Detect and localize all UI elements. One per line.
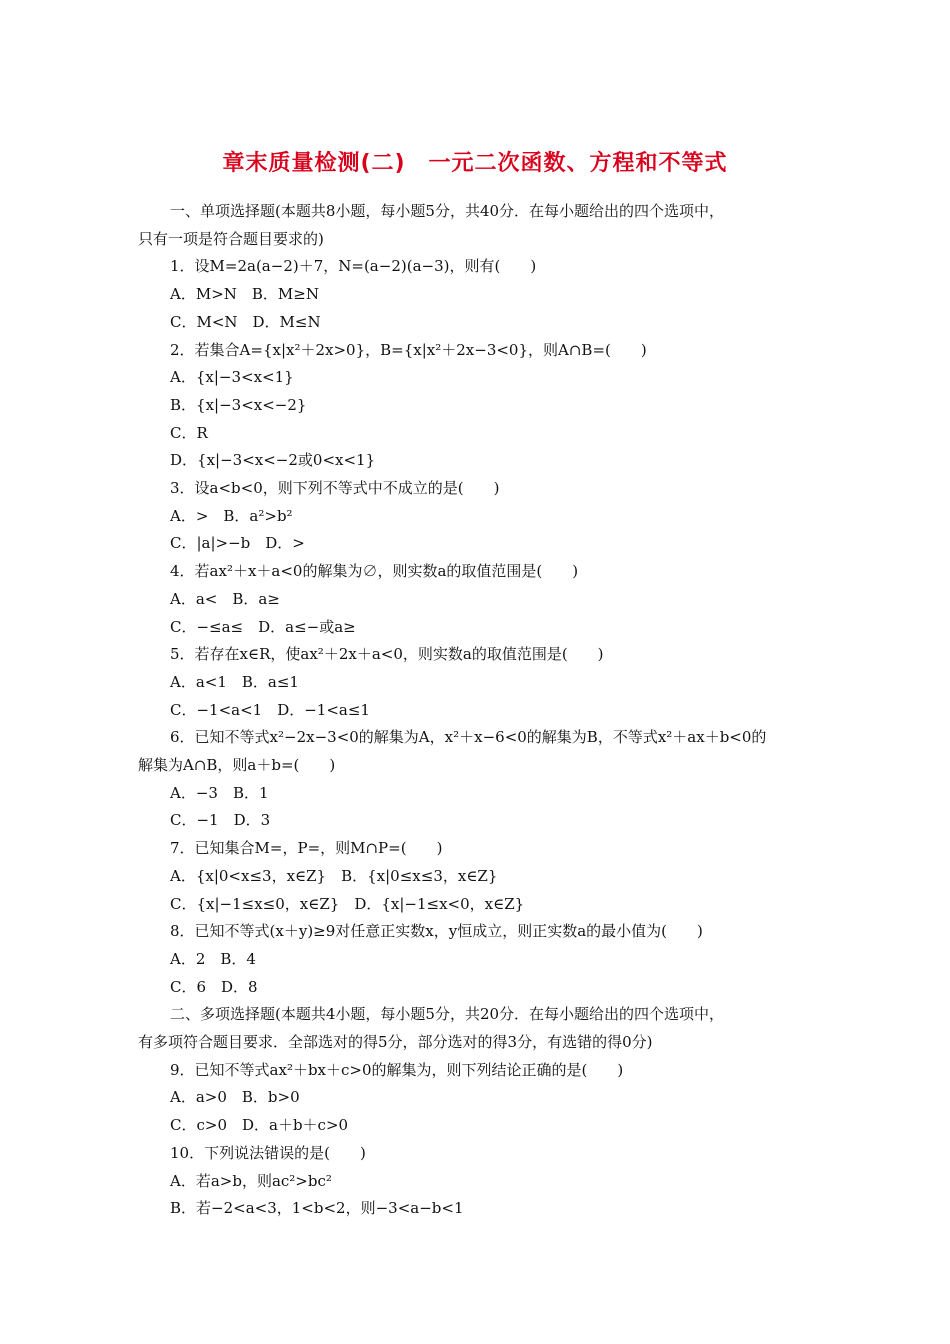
- line-q5: 5．若存在x∈R，使ax²＋2x＋a<0，则实数a的取值范围是( ): [170, 645, 604, 663]
- line-q1: 1．设M=2a(a−2)＋7，N=(a−2)(a−3)，则有( ): [170, 257, 537, 275]
- line-q6-2: 解集为A∩B，则a＋b=( ): [138, 756, 336, 774]
- line-q9-opt-cd: C．c>0 D．a＋b＋c>0: [170, 1116, 349, 1134]
- line-q3-opt-cd: C．|a|>−b D．>: [170, 534, 305, 552]
- page-title: 章末质量检测(二) 一元二次函数、方程和不等式: [222, 151, 728, 176]
- line-q6-1: 6．已知不等式x²−2x−3<0的解集为A，x²＋x−6<0的解集为B，不等式x²＋ax＋b<0的: [170, 728, 767, 746]
- line-q4: 4．若ax²＋x＋a<0的解集为∅，则实数a的取值范围是( ): [170, 562, 579, 580]
- line-q7-opt-ab: A．{x|0<x≤3，x∈Z} B．{x|0≤x≤3，x∈Z}: [170, 867, 498, 885]
- line-q8-opt-cd: C．6 D．8: [170, 978, 258, 996]
- line-q6-opt-cd: C．−1 D．3: [170, 811, 271, 829]
- line-section-1-heading-1: 一、单项选择题(本题共8小题，每小题5分，共40分．在每小题给出的四个选项中，: [170, 202, 725, 220]
- line-section-2-heading-1: 二、多项选择题(本题共4小题，每小题5分，共20分．在每小题给出的四个选项中，: [170, 1005, 725, 1023]
- line-q2-opt-a: A．{x|−3<x<1}: [170, 368, 294, 386]
- line-q2-opt-d: D．{x|−3<x<−2或0<x<1}: [170, 451, 376, 469]
- line-q10-opt-a: A．若a>b，则ac²>bc²: [170, 1172, 332, 1190]
- line-q8-opt-ab: A．2 B．4: [170, 950, 256, 968]
- line-q4-opt-ab: A．a< B．a≥: [170, 590, 280, 608]
- line-q2-opt-c: C．R: [170, 424, 208, 442]
- line-q3-opt-ab: A．> B．a²>b²: [170, 507, 293, 525]
- line-q4-opt-cd: C．−≤a≤ D．a≤−或a≥: [170, 618, 356, 636]
- line-q10-opt-b: B．若−2<a<3，1<b<2，则−3<a−b<1: [170, 1199, 464, 1217]
- line-q6-opt-ab: A．−3 B．1: [170, 784, 269, 802]
- line-q1-opt-ab: A．M>N B．M≥N: [170, 285, 319, 303]
- line-q7: 7．已知集合M=，P=，则M∩P=( ): [170, 839, 443, 857]
- line-q10: 10．下列说法错误的是( ): [170, 1144, 366, 1162]
- line-q1-opt-cd: C．M<N D．M≤N: [170, 313, 321, 331]
- line-q2: 2．若集合A={x|x²＋2x>0}，B={x|x²＋2x−3<0}，则A∩B=( ): [170, 341, 647, 359]
- line-q8: 8．已知不等式(x＋y)≥9对任意正实数x，y恒成立，则正实数a的最小值为( ): [170, 922, 703, 940]
- line-q5-opt-cd: C．−1<a<1 D．−1<a≤1: [170, 701, 370, 719]
- line-section-2-heading-2: 有多项符合题目要求．全部选对的得5分，部分选对的得3分，有选错的得0分): [138, 1033, 653, 1051]
- line-q2-opt-b: B．{x|−3<x<−2}: [170, 396, 307, 414]
- line-q3: 3．设a<b<0，则下列不等式中不成立的是( ): [170, 479, 500, 497]
- line-q7-opt-cd: C．{x|−1≤x≤0，x∈Z} D．{x|−1≤x<0，x∈Z}: [170, 895, 525, 913]
- line-q9: 9．已知不等式ax²＋bx＋c>0的解集为，则下列结论正确的是( ): [170, 1061, 624, 1079]
- line-section-1-heading-2: 只有一项是符合题目要求的): [138, 230, 324, 248]
- line-q9-opt-ab: A．a>0 B．b>0: [170, 1088, 300, 1106]
- line-q5-opt-ab: A．a<1 B．a≤1: [170, 673, 299, 691]
